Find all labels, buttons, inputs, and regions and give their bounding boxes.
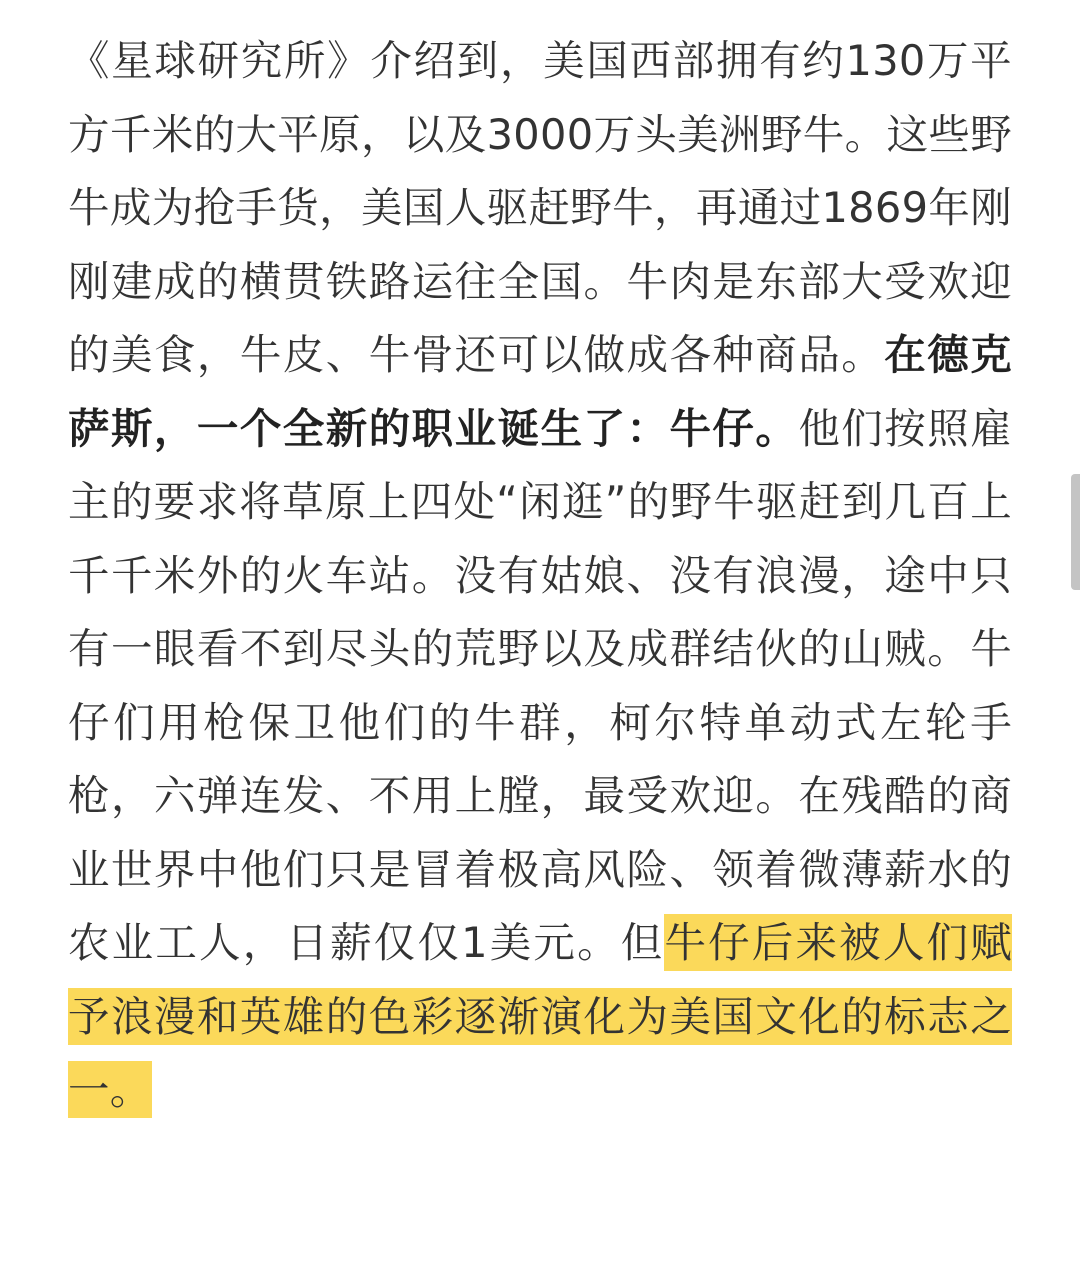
article-paragraph <box>68 24 1012 1127</box>
article-text-part2: 他们按照雇主的要求将草原上四处“闲逛”的野牛驱赶到几百上千千米外的火车站。没有姑娘、没有浪漫，途中只有一眼看不到尽头的荒野以及成群结伙的山贼。牛仔们用枪保卫他们的牛群，柯尔特单动式左轮手枪，六弹连发、不用上膛，最受欢迎。在残酷的商业世界中他们只是冒着极高风险、领着微薄薪水的农业工人，日薪仅仅1美元。但 <box>68 403 1012 967</box>
vertical-scrollbar-thumb[interactable] <box>1071 474 1080 590</box>
bold-emphasis-text: 在德克萨斯，一个全新的职业诞生了：牛仔。 <box>68 330 1013 453</box>
highlighted-text: 牛仔后来被人们赋予浪漫和英雄的色彩逐渐演化为美国文化的标志之一。 <box>68 914 1012 1118</box>
article-text-part1: 《星球研究所》介绍到，美国西部拥有约130万平方千米的大平原，以及3000万头美洲野牛。这些野牛成为抢手货，美国人驱赶野牛，再通过1869年刚刚建成的横贯铁路运往全国。牛肉是东部大受欢迎的美食，牛皮、牛骨还可以做成各种商品。 <box>68 36 1012 379</box>
